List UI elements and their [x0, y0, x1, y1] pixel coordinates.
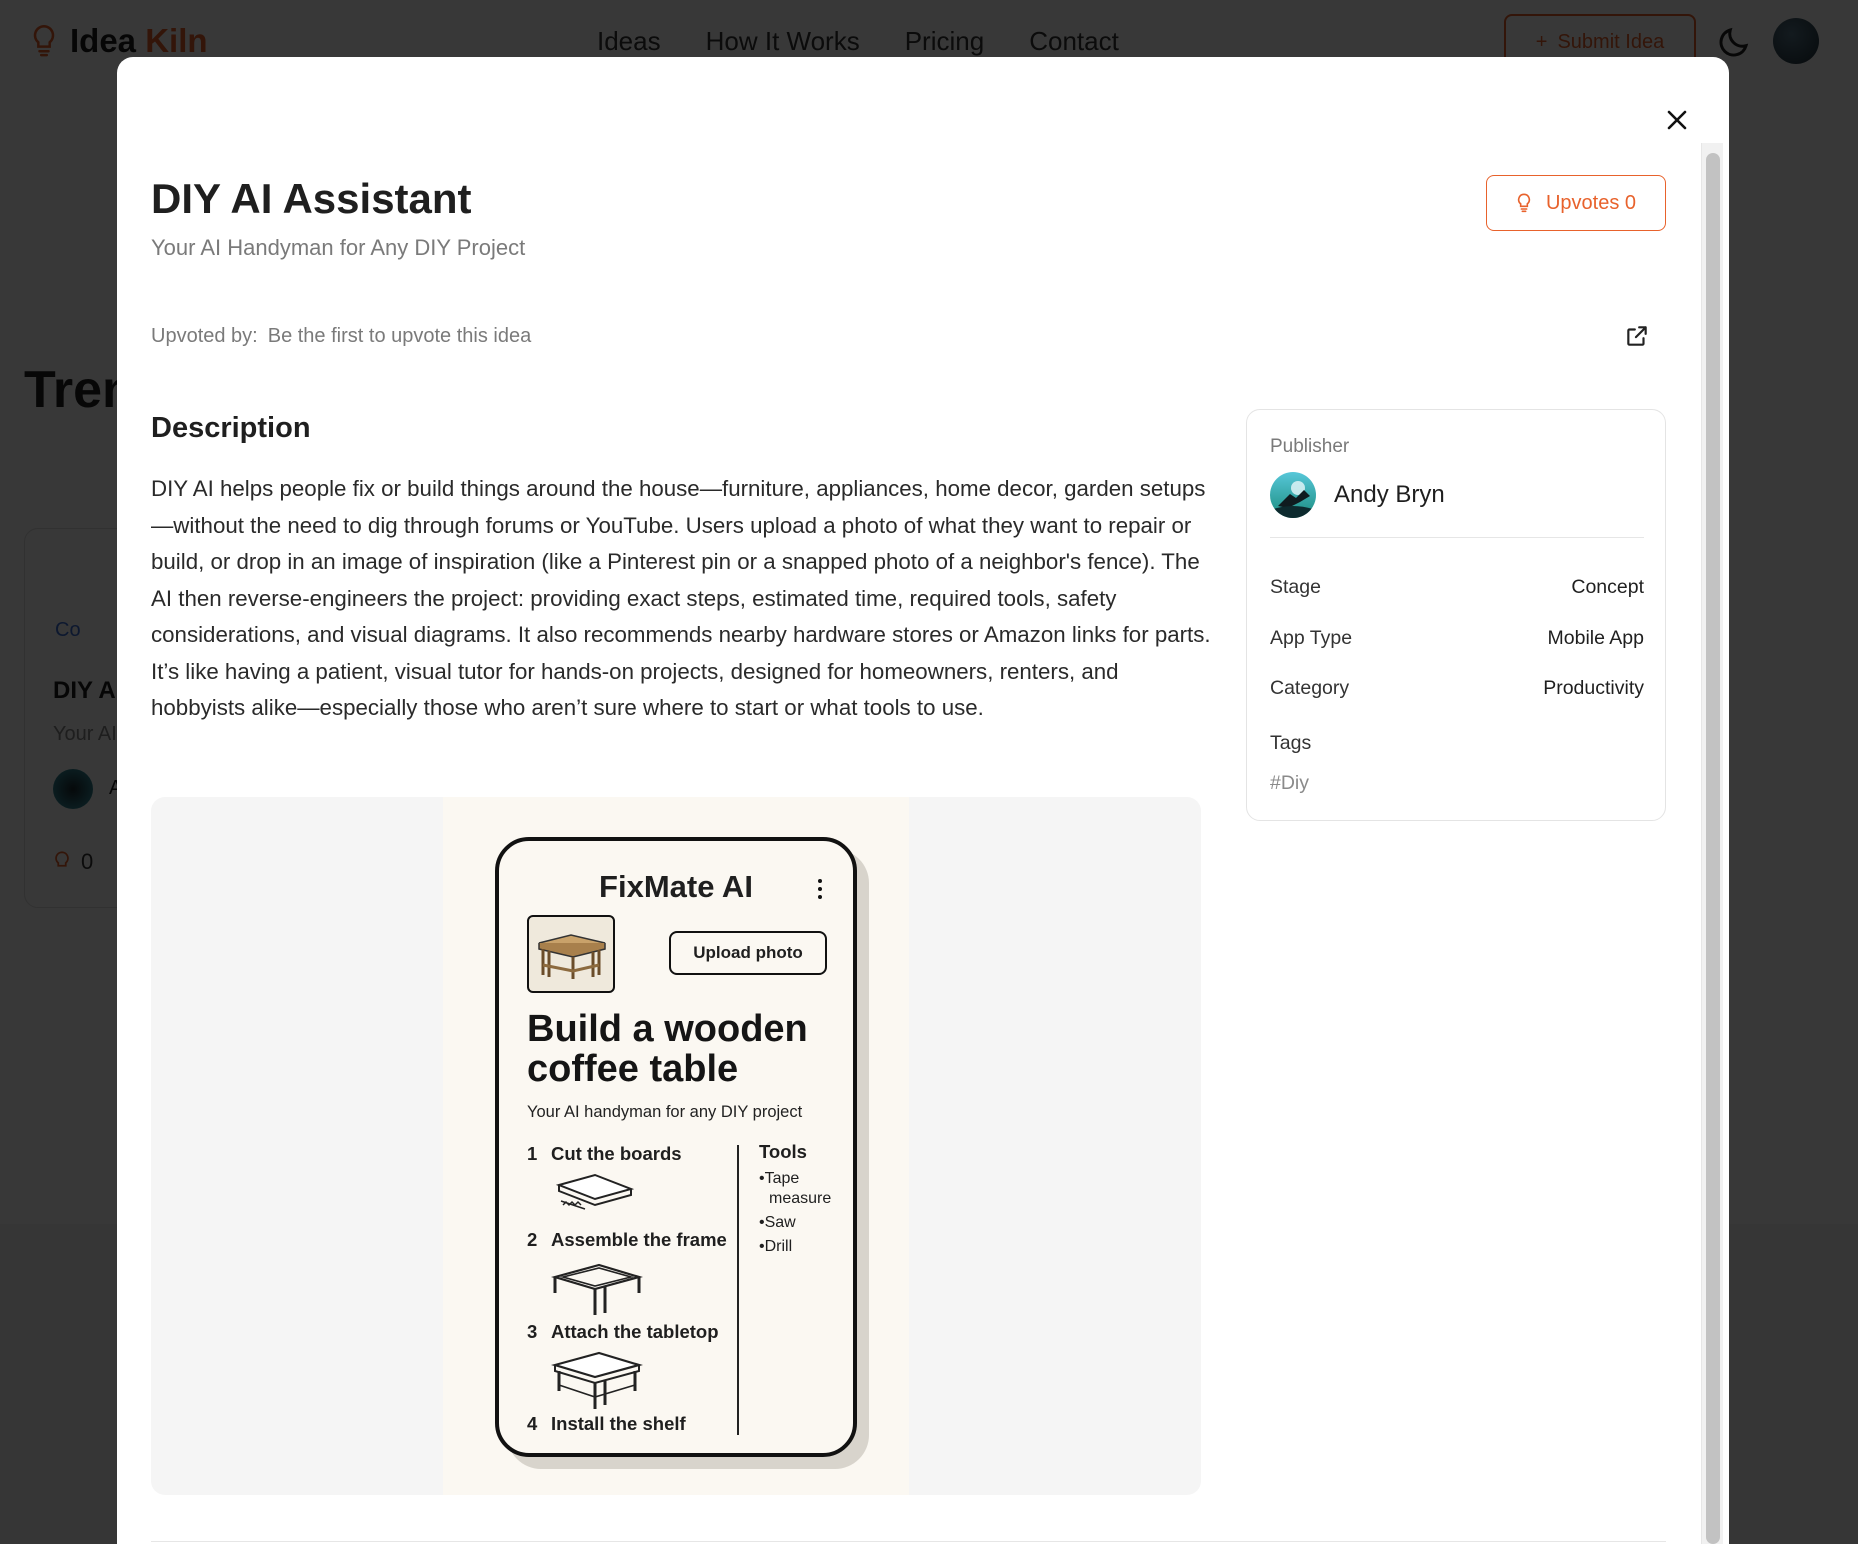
- step-label: Assemble the frame: [551, 1229, 727, 1250]
- upvote-label-text: Upvotes: [1545, 191, 1620, 214]
- mockup-tools: [759, 1141, 849, 1261]
- publisher-label: Publisher: [1270, 436, 1350, 457]
- description-paragraph: It’s like having a patient, visual tutor for hands-on projects, designed for homeowners, renters, and hobbyists alike—especially those who aren’t sure where to start or what tools to use.: [151, 658, 1119, 720]
- close-icon: [1666, 109, 1688, 131]
- boards-icon: [555, 1171, 635, 1215]
- step-number: 3: [527, 1321, 538, 1342]
- step-item: [527, 1321, 719, 1343]
- idea-detail-modal: [117, 57, 1729, 1544]
- scrollbar[interactable]: [1701, 143, 1723, 1544]
- meta-value: Productivity: [1543, 677, 1644, 699]
- idea-preview-image[interactable]: [151, 797, 1201, 1495]
- step-item: [527, 1229, 727, 1251]
- publisher-name: Andy Bryn: [1334, 481, 1445, 508]
- tool-item: • Tape measure: [759, 1169, 849, 1209]
- step-label: Cut the boards: [551, 1143, 682, 1164]
- upvoted-by-value: Be the first to upvote this idea: [267, 325, 532, 347]
- upvote-count-value: 0: [1624, 191, 1637, 214]
- meta-category: [1270, 677, 1644, 700]
- step-label: Install the shelf: [551, 1413, 686, 1434]
- upvote-button[interactable]: [1486, 175, 1666, 231]
- meta-app-type: [1270, 627, 1644, 650]
- upvoted-by: [151, 325, 531, 348]
- tag-diy[interactable]: #Diy: [1270, 772, 1310, 794]
- mockup-heading: Build a wooden coffee table: [527, 1008, 808, 1090]
- upload-photo-button: Upload photo: [669, 931, 827, 975]
- tools-heading: Tools: [759, 1141, 807, 1162]
- description-heading: Description: [151, 412, 311, 444]
- tool-item: • Drill: [759, 1237, 849, 1257]
- app-mockup: [443, 797, 909, 1495]
- step-number: 1: [527, 1143, 538, 1164]
- publisher[interactable]: [1270, 472, 1445, 518]
- step-item: [527, 1143, 682, 1165]
- table-photo-thumbnail: [527, 915, 615, 993]
- divider: [151, 1541, 1666, 1542]
- tool-item: • Saw: [759, 1213, 849, 1233]
- coffee-table-icon: [529, 917, 613, 991]
- mockup-tagline: Your AI handyman for any DIY project: [527, 1103, 803, 1121]
- divider: [737, 1145, 739, 1435]
- description-body: [151, 471, 1213, 727]
- page-subtitle: Your AI Handyman for Any DIY Project: [151, 235, 526, 260]
- idea-details-card: [1246, 409, 1666, 821]
- step-number: 4: [527, 1413, 538, 1434]
- more-icon: [818, 879, 823, 903]
- external-link-icon[interactable]: [1624, 323, 1650, 349]
- phone-mockup: [495, 837, 857, 1457]
- tabletop-icon: [549, 1349, 645, 1415]
- frame-icon: [549, 1259, 645, 1321]
- meta-value: Concept: [1571, 576, 1644, 598]
- upvote-label: [1546, 192, 1636, 215]
- page-title: DIY AI Assistant: [151, 175, 472, 222]
- mockup-app-name: FixMate AI: [599, 869, 753, 904]
- divider: [1270, 537, 1644, 538]
- description-paragraph: DIY AI helps people fix or build things around the house—furniture, appliances, home decor, garden setups—without the need to dig through forums or YouTube. Users upload a photo of what they want to repair or build, or drop in an image of inspiration (like a Pinterest pin or a snapped photo of a neighbor's fence). The AI then reverse-engineers the project: providing exact steps, estimated time, required tools, safety considerations, and visual diagrams. It also recommends nearby hardware stores or Amazon links for parts.: [151, 476, 1211, 647]
- tools-list: [759, 1169, 849, 1257]
- meta-key: Category: [1270, 677, 1350, 699]
- meta-key: Stage: [1270, 576, 1321, 598]
- meta-key: App Type: [1270, 627, 1353, 649]
- close-button[interactable]: [1657, 100, 1697, 140]
- step-number: 2: [527, 1229, 538, 1250]
- avatar: [1270, 472, 1316, 518]
- meta-value: Mobile App: [1547, 627, 1644, 649]
- meta-stage: [1270, 576, 1644, 599]
- step-label: Attach the tabletop: [551, 1321, 719, 1342]
- step-item: [527, 1413, 686, 1435]
- scrollbar-thumb[interactable]: [1706, 153, 1720, 1544]
- upvoted-by-label: Upvoted by:: [151, 325, 258, 347]
- tags-label: Tags: [1270, 732, 1312, 754]
- lightbulb-icon: [1516, 192, 1532, 214]
